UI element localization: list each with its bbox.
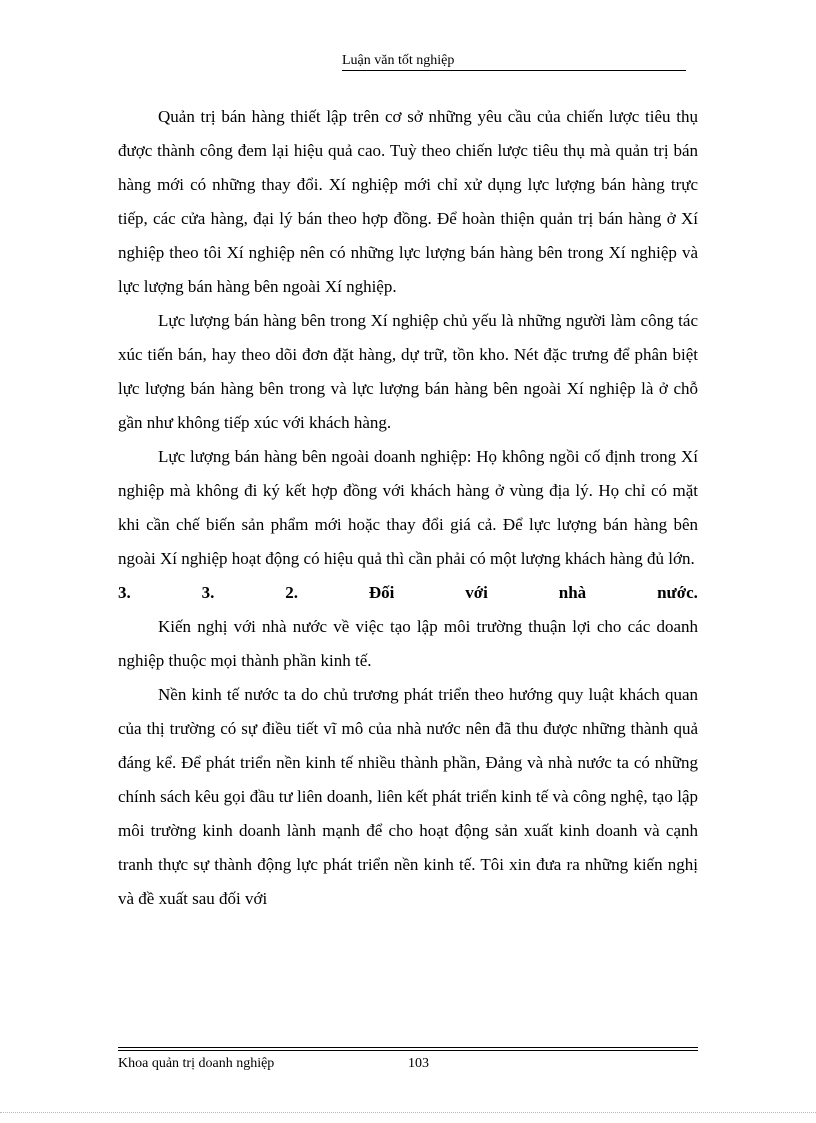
heading-word-1: Đối <box>368 583 395 602</box>
heading-number-1: 3. <box>118 583 131 602</box>
footer-rule-top <box>118 1047 698 1048</box>
page-body <box>118 100 698 916</box>
heading-word-2: với <box>465 583 488 602</box>
heading-word-3: nhà <box>558 583 587 602</box>
footer-rule-bottom <box>118 1050 698 1051</box>
page-boundary-line <box>0 1112 816 1113</box>
paragraph-external-sales-force: Lực lượng bán hàng bên ngoài doanh nghiệp: Họ không ngồi cố định trong Xí nghiệp mà không đi ký kết hợp đồng với khách hàng ở vùng địa lý. Họ chỉ có mặt khi cần chế biến sản phẩm mới hoặc thay đổi giá cả. Để lực lượng bán hàng bên ngoài Xí nghiệp hoạt động có hiệu quả thì cần phải có một lượng khách hàng đủ lớn. <box>118 447 698 568</box>
header-title: Luận văn tốt nghiệp <box>342 53 455 68</box>
page-footer <box>118 1054 698 1074</box>
paragraph-internal-sales-force: Lực lượng bán hàng bên trong Xí nghiệp chủ yếu là những người làm công tác xúc tiến bán, hay theo dõi đơn đặt hàng, dự trữ, tồn kho. Nét đặc trưng để phân biệt lực lượng bán hàng bên trong và lực lượng bán hàng bên ngoài Xí nghiệp là ở chỗ gần như không tiếp xúc với khách hàng. <box>118 311 698 432</box>
page-number: 103 <box>408 1056 429 1071</box>
running-header <box>342 52 686 71</box>
paragraph-recommendation: Kiến nghị với nhà nước về việc tạo lập môi trường thuận lợi cho các doanh nghiệp thuộc mọi thành phần kinh tế. <box>118 617 698 670</box>
heading-number-3: 2. <box>285 583 298 602</box>
heading-number-2: 3. <box>201 583 215 602</box>
footer-faculty: Khoa quản trị doanh nghiệp <box>118 1056 275 1071</box>
heading-word-4: nước. <box>657 583 698 602</box>
section-heading <box>118 576 698 610</box>
paragraph-sales-management: Quản trị bán hàng thiết lập trên cơ sở những yêu cầu của chiến lược tiêu thụ được thành công đem lại hiệu quả cao. Tuỳ theo chiến lược tiêu thụ mà quản trị bán hàng mới có những thay đổi. Xí nghiệp mới chỉ xử dụng lực lượng bán hàng trực tiếp, các cửa hàng, đại lý bán theo hợp đồng. Để hoàn thiện quản trị bán hàng ở Xí nghiệp theo tôi Xí nghiệp nên có những lực lượng bán hàng bên trong Xí nghiệp và lực lượng bán hàng bên ngoài Xí nghiệp. <box>118 107 698 296</box>
paragraph-economy: Nền kinh tế nước ta do chủ trương phát triển theo hướng quy luật khách quan của thị trường có sự điều tiết vĩ mô của nhà nước nên đã thu được những thành quả đáng kể. Để phát triển nền kinh tế nhiều thành phần, Đảng và nhà nước ta có những chính sách kêu gọi đầu tư liên doanh, liên kết phát triển kinh tế và công nghệ, tạo lập môi trường kinh doanh lành mạnh để cho hoạt động sản xuất kinh doanh và cạnh tranh thực sự thành động lực phát triển nền kinh tế. Tôi xin đưa ra những kiến nghị và đề xuất sau đối với <box>118 685 698 908</box>
